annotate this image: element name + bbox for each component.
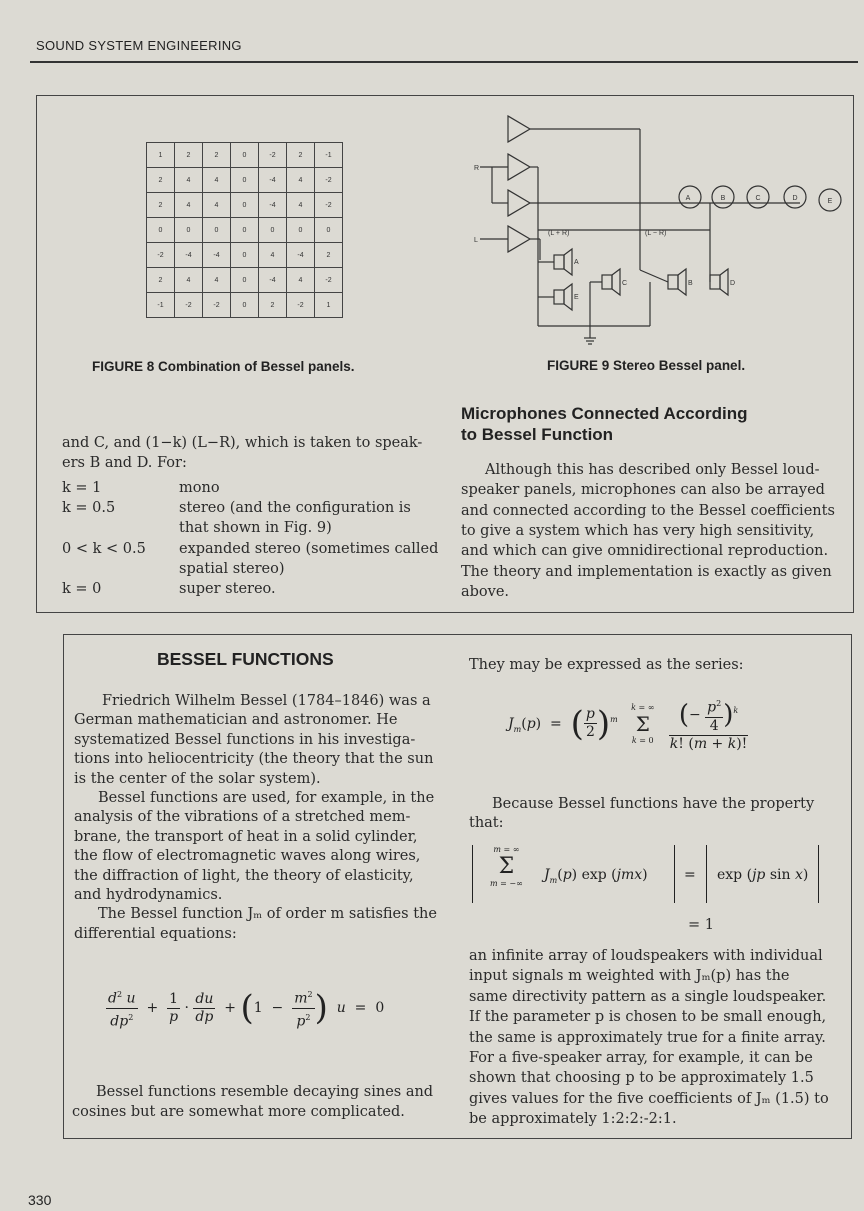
grid-cell: 0	[287, 218, 315, 243]
k-desc-1: mono	[179, 480, 220, 496]
grid-cell: 2	[287, 143, 315, 168]
grid-cell: 2	[147, 168, 175, 193]
grid-cell: 0	[315, 218, 343, 243]
text-line: shown that choosing p to be approximately 1.5	[469, 1070, 814, 1087]
bessel-panel-grid	[146, 142, 343, 318]
k-desc-4: super stereo.	[179, 581, 276, 597]
grid-cell: 0	[231, 293, 259, 318]
text-line: Friedrich Wilhelm Bessel (1784–1846) was a	[102, 693, 431, 709]
grid-cell: -2	[315, 193, 343, 218]
amplifier-2	[508, 154, 530, 180]
grid-cell: 2	[147, 268, 175, 293]
equals-one: = 1	[688, 917, 714, 933]
circle-c-label: C	[755, 195, 761, 202]
sidebar-title: BESSEL FUNCTIONS	[157, 649, 334, 669]
header-rule	[30, 61, 858, 63]
grid-cell: -2	[147, 243, 175, 268]
grid-row	[147, 218, 343, 243]
circle-d-label: D	[792, 195, 798, 202]
grid-cell: 4	[287, 193, 315, 218]
microphones-heading-line2: to Bessel Function	[461, 425, 614, 444]
grid-cell: -2	[287, 293, 315, 318]
grid-cell: -2	[175, 293, 203, 318]
k-term-2: k = 0.5	[62, 500, 116, 516]
speaker-a-label: A	[574, 259, 579, 266]
grid-cell: -1	[315, 143, 343, 168]
grid-cell: 0	[231, 268, 259, 293]
grid-row	[147, 143, 343, 168]
k-term-1: k = 1	[62, 480, 102, 496]
text-line: The Bessel function Jₘ of order m satisfies the	[98, 906, 437, 923]
text-line: The theory and implementation is exactly as given	[461, 563, 832, 580]
grid-cell: 4	[203, 168, 231, 193]
grid-row	[147, 268, 343, 293]
text-line: Bessel functions resemble decaying sines and	[96, 1084, 434, 1100]
grid-cell: 4	[175, 268, 203, 293]
grid-cell: 4	[203, 193, 231, 218]
k-desc-2a: stereo (and the configuration is	[179, 500, 411, 516]
stereo-bessel-circuit	[470, 110, 845, 355]
k-term-3: 0 < k < 0.5	[62, 541, 146, 557]
text-line: to give a system which has very high sensitivity,	[461, 522, 815, 539]
page-number: 330	[28, 1192, 52, 1208]
text-line: the flow of electromagnetic waves along wires,	[74, 848, 421, 865]
grid-cell: -1	[147, 293, 175, 318]
text-line: If the parameter p is chosen to be small enough,	[469, 1009, 827, 1026]
text-line: and which can give omnidirectional reproduction.	[461, 543, 829, 560]
text-line: speaker panels, microphones can also be arrayed	[461, 482, 825, 499]
running-header: SOUND SYSTEM ENGINEERING	[36, 38, 242, 53]
text-line: Bessel functions are used, for example, in the	[98, 790, 435, 806]
grid-cell: 1	[147, 143, 175, 168]
speaker-c-label: C	[622, 280, 628, 287]
text-line: the same is approximately true for a finite array.	[469, 1029, 826, 1046]
grid-cell: -4	[259, 168, 287, 193]
circle-a-label: A	[685, 195, 691, 202]
text-line: and connected according to the Bessel coefficients	[461, 502, 835, 519]
text-line: tions into heliocentricity (the theory that the sun	[74, 751, 434, 768]
k-desc-2b: that shown in Fig. 9)	[179, 520, 332, 536]
k-desc-3b: spatial stereo)	[179, 561, 285, 577]
grid-cell: 0	[259, 218, 287, 243]
text-line: same directivity pattern as a single loudspeaker.	[469, 988, 827, 1005]
grid-cell: 2	[175, 143, 203, 168]
grid-cell: -2	[315, 268, 343, 293]
property-line-2: that:	[469, 815, 504, 831]
grid-cell: 0	[203, 218, 231, 243]
text-line: German mathematician and astronomer. He	[74, 712, 398, 729]
microphones-heading-line1: Microphones Connected According	[461, 404, 748, 423]
grid-cell: -4	[175, 243, 203, 268]
grid-cell: 4	[175, 193, 203, 218]
grid-cell: 4	[259, 243, 287, 268]
series-intro: They may be expressed as the series:	[469, 657, 744, 673]
grid-cell: 2	[203, 143, 231, 168]
grid-cell: -2	[315, 168, 343, 193]
grid-cell: 2	[259, 293, 287, 318]
grid-cell: 4	[203, 268, 231, 293]
grid-cell: -4	[287, 243, 315, 268]
grid-cell: -2	[259, 143, 287, 168]
identity-equation: m = ∞ Σ m = −∞ $J_m(p)$ exp (jmx) = exp (jp sin x)	[472, 845, 822, 905]
differential-equation: $\frac{d^2 u}{dp^2}$ + $\frac{1}{p}$ · $\frac{du}{dp}$ + (1 − $\frac{m^2}{p^2}$ ) u = 0	[106, 986, 384, 1030]
grid-row	[147, 293, 343, 318]
grid-row	[147, 193, 343, 218]
figure8-caption: FIGURE 8 Combination of Bessel panels.	[92, 359, 355, 374]
grid-cell: 0	[231, 143, 259, 168]
text-line: input signals m weighted with Jₘ(p) has the	[469, 968, 790, 985]
grid-cell: 0	[231, 193, 259, 218]
text-line: the diffraction of light, the theory of elasticity,	[74, 867, 414, 884]
series-equation: $J_m(p)$ = ( $\frac{p}{2}$ )$^m$ k = ∞ Σ k = 0 (− $\frac{p^2}{4}$ )$^k$ k! (m + k)!	[508, 695, 749, 753]
amplifier-4	[508, 226, 530, 252]
text-line: be approximately 1:2:2:-2:1.	[469, 1111, 677, 1128]
circle-b-label: B	[720, 195, 726, 202]
text-line: brane, the transport of heat in a solid cylinder,	[74, 828, 418, 845]
text-line: above.	[461, 583, 510, 600]
text-line: is the center of the solar system).	[74, 770, 321, 787]
property-line-1: Because Bessel functions have the property	[492, 796, 815, 812]
diff-label: (L − R)	[645, 230, 667, 237]
grid-cell: 0	[147, 218, 175, 243]
input-r-label: R	[474, 165, 480, 172]
amplifier-1	[508, 116, 530, 142]
text-line: and hydrodynamics.	[74, 887, 223, 903]
grid-cell: -4	[203, 243, 231, 268]
grid-cell: 4	[175, 168, 203, 193]
grid-cell: 0	[231, 243, 259, 268]
speaker-b-label: B	[688, 280, 693, 287]
grid-row	[147, 243, 343, 268]
text-line: gives values for the five coefficients of Jₘ (1.5) to	[469, 1090, 829, 1107]
text-line: analysis of the vibrations of a stretched mem-	[74, 809, 411, 826]
continuation-line-2: ers B and D. For:	[62, 455, 187, 471]
amplifier-3	[508, 190, 530, 216]
text-line: an infinite array of loudspeakers with individual	[469, 948, 823, 964]
grid-cell: 0	[175, 218, 203, 243]
grid-cell: 0	[231, 168, 259, 193]
grid-cell: -4	[259, 193, 287, 218]
text-line: cosines but are somewhat more complicated.	[72, 1104, 405, 1120]
sum-label: (L + R)	[548, 230, 570, 237]
k-desc-3a: expanded stereo (sometimes called	[179, 541, 439, 557]
text-line: For a five-speaker array, for example, it can be	[469, 1050, 813, 1066]
grid-cell: 4	[287, 168, 315, 193]
k-term-4: k = 0	[62, 581, 102, 597]
speaker-e-label: E	[574, 294, 579, 301]
figure9-caption: FIGURE 9 Stereo Bessel panel.	[547, 358, 746, 373]
text-line: Although this has described only Bessel loud-	[485, 462, 820, 478]
grid-cell: 0	[231, 218, 259, 243]
grid-cell: 2	[315, 243, 343, 268]
circle-e-label: E	[827, 198, 833, 205]
text-line: systematized Bessel functions in his investiga-	[74, 731, 416, 748]
continuation-line-1: and C, and (1−k) (L−R), which is taken to speak-	[62, 435, 423, 451]
grid-cell: -4	[259, 268, 287, 293]
grid-row	[147, 168, 343, 193]
grid-cell: 2	[147, 193, 175, 218]
grid-cell: 4	[287, 268, 315, 293]
microphones-heading	[461, 403, 748, 445]
input-l-label: L	[474, 237, 478, 244]
grid-cell: 1	[315, 293, 343, 318]
grid-cell: -2	[203, 293, 231, 318]
speaker-d-label: D	[730, 280, 736, 287]
text-line: differential equations:	[74, 925, 237, 942]
